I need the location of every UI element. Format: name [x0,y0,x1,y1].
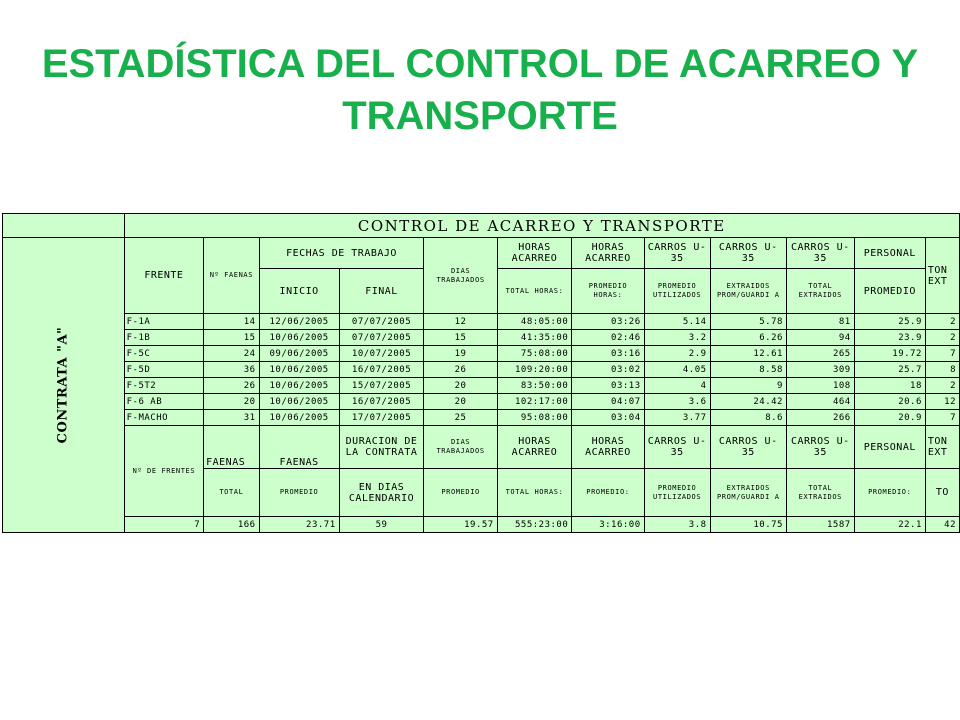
table-banner: CONTROL DE ACARREO Y TRANSPORTE [124,214,959,238]
cell-dias: 25 [424,410,497,426]
cell-dias: 15 [424,330,497,346]
summary-header-carros-2: CARROS U-35 [710,426,786,469]
cell-extraidos-prom: 9 [710,378,786,394]
header-total-extraidos: TOTAL EXTRAIDOS [786,269,854,314]
summary-ton: 42 [925,517,959,533]
cell-promedio-utilizados: 3.6 [644,394,710,410]
cell-dias: 20 [424,394,497,410]
cell-promedio-utilizados: 4.05 [644,362,710,378]
header-frente: FRENTE [124,238,204,314]
header-ton: TON EXT [925,238,959,314]
table-row [3,362,960,378]
cell-promedio-horas: 03:26 [572,314,644,330]
cell-extraidos-prom: 8.58 [710,362,786,378]
cell-promedio-horas: 02:46 [572,330,644,346]
acarreo-table [2,213,960,533]
summary-header-promedio-personal: PROMEDIO: [854,469,925,517]
cell-extraidos-prom: 5.78 [710,314,786,330]
summary-header-horas-2: HORAS ACARREO [572,426,644,469]
cell-promedio-personal: 23.9 [854,330,925,346]
header-promedio-horas: PROMEDIO HORAS: [572,269,644,314]
cell-total-horas: 83:50:00 [497,378,572,394]
header-n-faenas: Nº FAENAS [204,238,259,314]
cell-frente: F-5C [124,346,204,362]
cell-promedio-personal: 25.9 [854,314,925,330]
summary-header-faenas-1: FAENAS [204,426,259,469]
summary-header-duracion: DURACION DE LA CONTRATA [339,426,424,469]
cell-promedio-horas: 03:13 [572,378,644,394]
cell-inicio: 09/06/2005 [259,346,339,362]
summary-promedio-faenas: 23.71 [259,517,339,533]
cell-total-extraidos: 265 [786,346,854,362]
cell-total-extraidos: 464 [786,394,854,410]
cell-promedio-utilizados: 2.9 [644,346,710,362]
cell-frente: F-5D [124,362,204,378]
header-carros-2: CARROS U-35 [710,238,786,269]
summary-header-to: TO [925,469,959,517]
cell-promedio-horas: 03:16 [572,346,644,362]
cell-total-horas: 95:08:00 [497,410,572,426]
cell-final: 15/07/2005 [339,378,424,394]
cell-frente: F-1B [124,330,204,346]
table-row [3,410,960,426]
cell-total-extraidos: 81 [786,314,854,330]
cell-dias: 19 [424,346,497,362]
spreadsheet-image [2,213,960,533]
summary-header-personal: PERSONAL [854,426,925,469]
cell-ton: 2 [925,314,959,330]
cell-frente: F-5T2 [124,378,204,394]
cell-total-horas: 102:17:00 [497,394,572,410]
cell-total-extraidos: 266 [786,410,854,426]
cell-faenas: 20 [204,394,259,410]
summary-total-horas: 555:23:00 [497,517,572,533]
cell-inicio: 12/06/2005 [259,314,339,330]
summary-header-total-horas: TOTAL HORAS: [497,469,572,517]
header-carros-1: CARROS U-35 [644,238,710,269]
summary-extraidos-prom: 10.75 [710,517,786,533]
cell-frente: F-6 AB [124,394,204,410]
summary-duracion: 59 [339,517,424,533]
cell-frente: F-1A [124,314,204,330]
cell-final: 07/07/2005 [339,330,424,346]
summary-promedio-personal: 22.1 [854,517,925,533]
summary-header-total: TOTAL [204,469,259,517]
cell-ton: 2 [925,330,959,346]
cell-dias: 12 [424,314,497,330]
summary-header-dias: DIAS TRABAJADOS [424,426,497,469]
cell-ton: 7 [925,410,959,426]
cell-final: 16/07/2005 [339,362,424,378]
cell-promedio-personal: 18 [854,378,925,394]
cell-total-extraidos: 108 [786,378,854,394]
cell-promedio-personal: 20.6 [854,394,925,410]
header-inicio: INICIO [259,269,339,314]
cell-final: 17/07/2005 [339,410,424,426]
summary-header-n-frentes: Nº DE FRENTES [124,426,204,517]
cell-ton: 2 [925,378,959,394]
cell-extraidos-prom: 6.26 [710,330,786,346]
summary-header-carros-1: CARROS U-35 [644,426,710,469]
table-row [3,378,960,394]
summary-header-promedio-horas: PROMEDIO: [572,469,644,517]
cell-inicio: 10/06/2005 [259,330,339,346]
header-personal: PERSONAL [854,238,925,269]
summary-header-ton: TON EXT [925,426,959,469]
cell-total-horas: 48:05:00 [497,314,572,330]
cell-promedio-utilizados: 4 [644,378,710,394]
cell-ton: 8 [925,362,959,378]
summary-row [3,517,960,533]
header-fechas: FECHAS DE TRABAJO [259,238,424,269]
cell-total-horas: 109:20:00 [497,362,572,378]
cell-total-horas: 75:08:00 [497,346,572,362]
cell-faenas: 31 [204,410,259,426]
cell-inicio: 10/06/2005 [259,394,339,410]
header-dias: DIAS TRABAJADOS [424,238,497,314]
cell-promedio-personal: 25.7 [854,362,925,378]
cell-total-horas: 41:35:00 [497,330,572,346]
cell-ton: 12 [925,394,959,410]
header-promedio-utilizados: PROMEDIO UTILIZADOS [644,269,710,314]
cell-frente: F-MACHO [124,410,204,426]
cell-extraidos-prom: 24.42 [710,394,786,410]
cell-promedio-personal: 19.72 [854,346,925,362]
cell-extraidos-prom: 8.6 [710,410,786,426]
cell-promedio-utilizados: 3.77 [644,410,710,426]
cell-dias: 20 [424,378,497,394]
cell-faenas: 24 [204,346,259,362]
summary-header-extraidos-prom: EXTRAIDOS PROM/GUARDI A [710,469,786,517]
summary-n-frentes: 7 [124,517,204,533]
header-extraidos-prom: EXTRAIDOS PROM/GUARDI A [710,269,786,314]
cell-inicio: 10/06/2005 [259,362,339,378]
cell-faenas: 14 [204,314,259,330]
table-row [3,314,960,330]
header-final: FINAL [339,269,424,314]
summary-promedio-horas: 3:16:00 [572,517,644,533]
cell-promedio-horas: 04:07 [572,394,644,410]
summary-header-horas-1: HORAS ACARREO [497,426,572,469]
cell-promedio-personal: 20.9 [854,410,925,426]
cell-inicio: 10/06/2005 [259,410,339,426]
cell-total-extraidos: 94 [786,330,854,346]
summary-header-carros-3: CARROS U-35 [786,426,854,469]
header-total-horas: TOTAL HORAS: [497,269,572,314]
cell-faenas: 36 [204,362,259,378]
table-row [3,330,960,346]
contrata-label: CONTRATA "A" [3,238,125,533]
header-horas-1: HORAS ACARREO [497,238,572,269]
cell-faenas: 26 [204,378,259,394]
summary-header-promedio-dias: PROMEDIO [424,469,497,517]
header-carros-3: CARROS U-35 [786,238,854,269]
summary-header-faenas-2: FAENAS [259,426,339,469]
page-title: ESTADÍSTICA DEL CONTROL DE ACARREO Y TRANSPORTE [41,42,919,138]
cell-ton: 7 [925,346,959,362]
summary-total-faenas: 166 [204,517,259,533]
cell-promedio-utilizados: 3.2 [644,330,710,346]
summary-header-total-extraidos: TOTAL EXTRAIDOS [786,469,854,517]
table-row [3,346,960,362]
cell-dias: 26 [424,362,497,378]
summary-header-promedio: PROMEDIO [259,469,339,517]
cell-promedio-horas: 03:02 [572,362,644,378]
table-row [3,394,960,410]
header-horas-2: HORAS ACARREO [572,238,644,269]
header-promedio: PROMEDIO [854,269,925,314]
cell-faenas: 15 [204,330,259,346]
cell-final: 16/07/2005 [339,394,424,410]
summary-total-extraidos: 1587 [786,517,854,533]
cell-promedio-horas: 03:04 [572,410,644,426]
summary-header-en-dias: EN DIAS CALENDARIO [339,469,424,517]
cell-total-extraidos: 309 [786,362,854,378]
cell-extraidos-prom: 12.61 [710,346,786,362]
cell-final: 07/07/2005 [339,314,424,330]
summary-promedio-utilizados: 3.8 [644,517,710,533]
summary-header-promedio-utilizados: PROMEDIO UTILIZADOS [644,469,710,517]
cell-promedio-utilizados: 5.14 [644,314,710,330]
cell-final: 10/07/2005 [339,346,424,362]
summary-promedio-dias: 19.57 [424,517,497,533]
cell-inicio: 10/06/2005 [259,378,339,394]
